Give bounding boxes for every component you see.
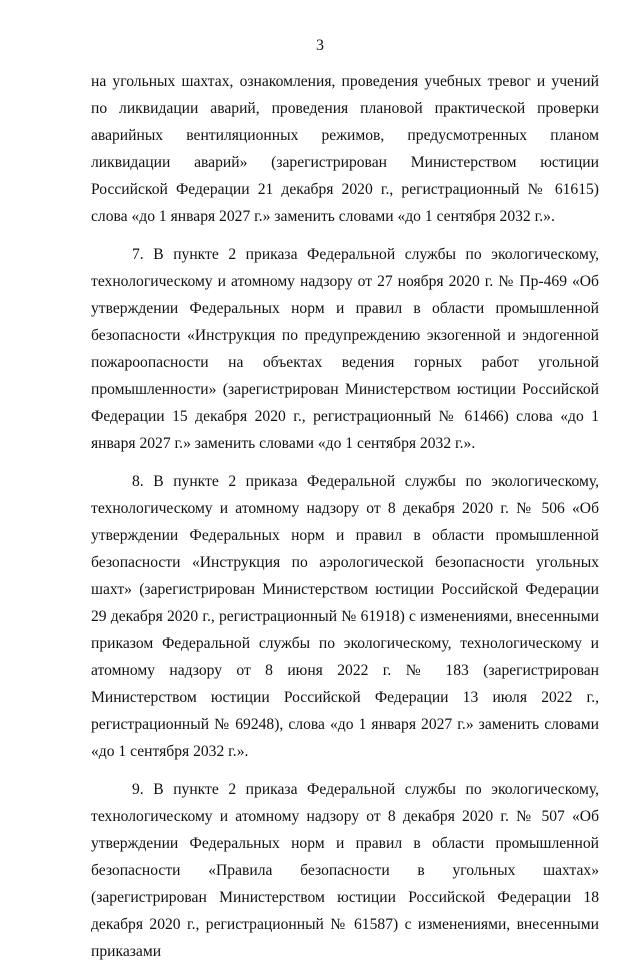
page-number: 3 bbox=[316, 37, 324, 54]
document-body bbox=[91, 68, 599, 965]
paragraph-continuation: на угольных шахтах, ознакомления, проведения учебных тревог и учений по ликвидации аварий, проведения плановой практической проверки аварийных вентиляционных режимов, предусмотренных планом ликвидации аварий» (зарегистрирован Министерством юстиции Российской Федерации 21 декабря 2020 г., регистрационный № 61615) слова «до 1 января 2027 г.» заменить словами «до 1 сентября 2032 г.». bbox=[91, 73, 599, 225]
paragraph-item-9: 9. В пункте 2 приказа Федеральной службы по экологическому, технологическому и атомному надзору от 8 декабря 2020 г. № 507 «Об утверждении Федеральных норм и правил в области промышленной безопасности «Правила безопасности в угольных шахтах» (зарегистрирован Министерством юстиции Российской Федерации 18 декабря 2020 г., регистрационный № 61587) с изменениями, внесенными приказами bbox=[91, 781, 599, 960]
paragraph-item-8: 8. В пункте 2 приказа Федеральной службы по экологическому, технологическому и атомному надзору от 8 декабря 2020 г. № 506 «Об утверждении Федеральных норм и правил в области промышленной безопасности «Инструкция по аэрологической безопасности угольных шахт» (зарегистрирован Министерством юстиции Российской Федерации 29 декабря 2020 г., регистрационный № 61918) с изменениями, внесенными приказом Федеральной службы по экологическому, технологическому и атомному надзору от 8 июня 2022 г. № 183 (зарегистрирован Министерством юстиции Российской Федерации 13 июля 2022 г., регистрационный № 69248), слова «до 1 января 2027 г.» заменить словами «до 1 сентября 2032 г.». bbox=[91, 473, 599, 760]
paragraph-item-7: 7. В пункте 2 приказа Федеральной службы по экологическому, технологическому и атомному надзору от 27 ноября 2020 г. № Пр-469 «Об утверждении Федеральных норм и правил в области промышленной безопасности «Инструкция по предупреждению экзогенной и эндогенной пожароопасности на объектах ведения горных работ угольной промышленности» (зарегистрирован Министерством юстиции Российской Федерации 15 декабря 2020 г., регистрационный № 61466) слова «до 1 января 2027 г.» заменить словами «до 1 сентября 2032 г.». bbox=[91, 246, 599, 452]
